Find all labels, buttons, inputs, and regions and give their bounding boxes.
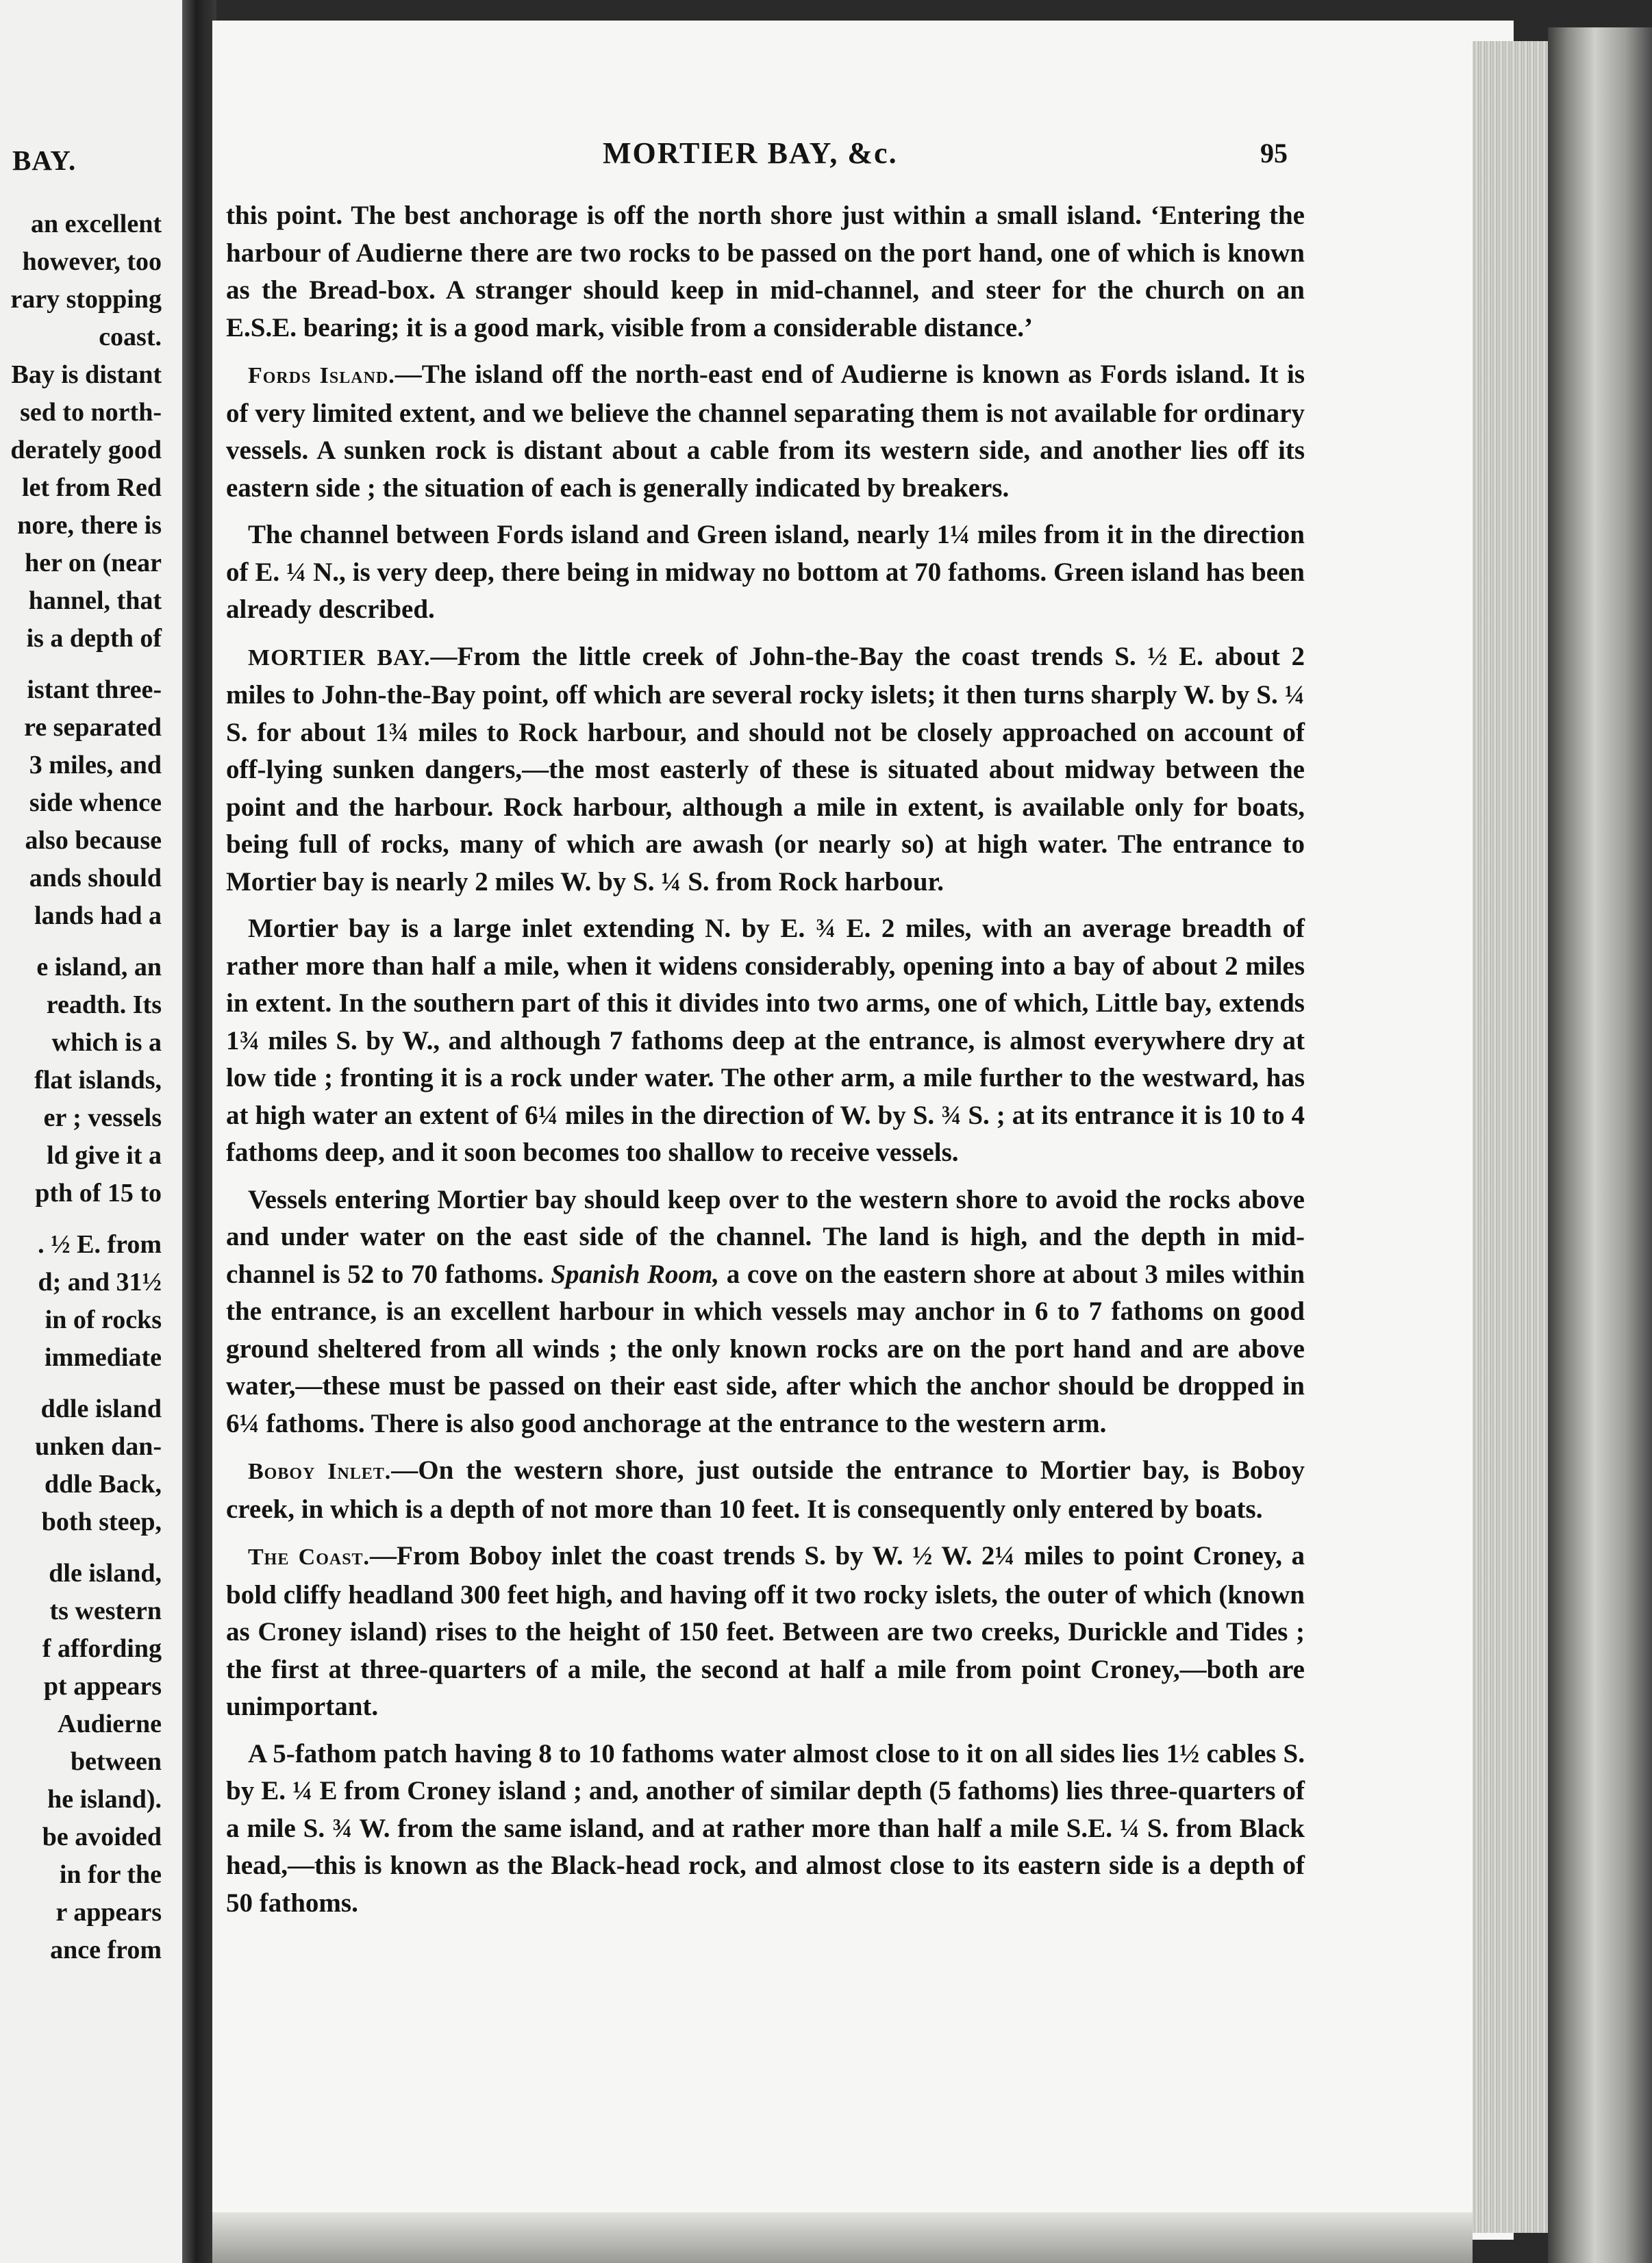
- paragraph: [226, 1452, 1305, 1528]
- left-page-line: dle island,: [49, 1559, 162, 1588]
- left-page-line: [10, 1212, 162, 1226]
- left-page-running-head: BAY.: [12, 145, 77, 176]
- left-page-line: Bay is distant: [11, 360, 162, 389]
- left-page-line: [10, 935, 162, 949]
- left-page-line: [10, 1541, 162, 1555]
- paragraph-text: A 5-fathom patch having 8 to 10 fathoms water almost close to it on all sides lies 1½ cables S. by E. ¼ E from Croney island ; and, another of similar depth (5 fathoms) lies three-quarters of a mile S. ¾ W. from the same island, and at rather more than half a mile S.E. ¼ S. from Black head,—this is known as the Black-head rock, and almost close to its eastern side is a depth of 50 fathoms.: [226, 1738, 1305, 1918]
- left-page-line: which is a: [51, 1028, 162, 1057]
- left-page-line: e island, an: [36, 953, 162, 982]
- running-head: [212, 136, 1514, 177]
- page-edges: [1473, 41, 1548, 2233]
- paragraph: [226, 1538, 1305, 1726]
- paragraph-text: Vessels entering Mortier bay should keep over to the western shore to avoid the rocks above and under water on the east side of the channel. The land is high, and the depth in mid-channel is 52 to 70 fathoms.: [226, 1184, 1305, 1289]
- paragraph-text: —On the western shore, just outside the entrance to Mortier bay, is Boboy creek, in which is a depth of not more than 10 feet. It is consequently only entered by boats.: [226, 1455, 1305, 1524]
- section-heading: Fords Island.: [248, 363, 395, 388]
- left-page-line: both steep,: [41, 1508, 162, 1536]
- left-page-line: side whence: [29, 788, 162, 817]
- section-heading: MORTIER BAY.: [248, 645, 431, 671]
- left-page-line: in for the: [59, 1860, 162, 1889]
- left-page-line: lands had a: [34, 901, 162, 930]
- paragraph-text: —From Boboy inlet the coast trends S. by W. ½ W. 2¼ miles to point Croney, a bold cliffy headland 300 feet high, and having off it two rocky islets, the outer of which (known as Croney island) rises to the height of 150 feet. Between are two creeks, Durickle and Tides ; the first at three-quarters of a mile, the second at half a mile from point Croney,—both are unimportant.: [226, 1541, 1305, 1721]
- left-page-line: immediate: [45, 1343, 162, 1372]
- paragraph: [226, 197, 1305, 347]
- left-page-line: let from Red: [21, 473, 162, 502]
- left-page-line: hannel, that: [28, 586, 162, 615]
- left-page-line: also because: [25, 826, 162, 855]
- left-page-text-fragments: [10, 205, 162, 1969]
- left-facing-page: [0, 0, 182, 2263]
- place-name-italic: Spanish Room,: [551, 1259, 720, 1289]
- book-cover-edge: [1548, 27, 1652, 2263]
- left-page-line: pth of 15 to: [35, 1179, 162, 1208]
- paragraph-text: —The island off the north-east end of Audierne is known as Fords island. It is of very limited extent, and we believe the channel separating them is not available for ordinary vessels. A sunken rock is distant about a cable from its western side, and another lies off its eastern side ; the situation of each is generally indicated by breakers.: [226, 360, 1305, 503]
- left-page-line: in of rocks: [45, 1305, 162, 1334]
- left-page-line: ddle island: [40, 1395, 162, 1423]
- left-page-line: ance from: [50, 1936, 162, 1964]
- left-page-line: coast.: [99, 323, 162, 351]
- left-page-line: between: [71, 1747, 162, 1776]
- left-page-line: . ½ E. from: [38, 1230, 162, 1259]
- paragraph-text: Mortier bay is a large inlet extending N. by E. ¾ E. 2 miles, with an average breadth of rather more than half a mile, when it widens considerably, opening into a bay of about 2 miles in extent. In the southern part of this it divides into two arms, one of which, Little bay, extends 1¾ miles S. by W., and although 7 fathoms deep at the entrance, is almost everywhere dry at low tide ; fronting it is a rock under water. The other arm, a mile further to the westward, has at high water an extent of 6¼ miles in the direction of W. by S. ¾ S. ; at its entrance it is 10 to 4 fathoms deep, and it soon becomes too shallow to receive vessels.: [226, 914, 1305, 1167]
- left-page-line: readth. Its: [46, 990, 162, 1019]
- left-page-line: Audierne: [58, 1710, 162, 1738]
- paragraph-text: a cove on the eastern shore at about 3 miles within the entrance, is an excellent harbour in which vessels may anchor in 6 to 7 fathoms on good ground sheltered from all winds ; the only known rocks are on the port hand and are above water,—these must be passed on their east side, after which the anchor should be dropped in 6¼ fathoms. There is also good anchorage at the entrance to the western arm.: [226, 1259, 1305, 1438]
- left-page-line: her on (near: [25, 549, 162, 577]
- page-title: MORTIER BAY, &c.: [603, 136, 898, 170]
- left-page-line: nore, there is: [17, 511, 162, 540]
- left-page-line: ts western: [49, 1597, 162, 1625]
- paragraph: [226, 1181, 1305, 1443]
- left-page-line: d; and 31½: [38, 1268, 162, 1297]
- paragraph: [226, 1736, 1305, 1923]
- main-page: [212, 21, 1514, 2240]
- left-page-line: [10, 1377, 162, 1390]
- left-page-line: 3 miles, and: [29, 751, 162, 779]
- section-heading: Boboy Inlet.: [248, 1459, 392, 1484]
- paragraph: [226, 910, 1305, 1172]
- left-page-line: be avoided: [42, 1823, 162, 1851]
- paragraph-text: this point. The best anchorage is off the north shore just within a small island. ‘Entering the harbour of Audierne there are two rocks to be passed on the port hand, one of which is known as the Bread-box. A stranger should keep in mid-channel, and steer for the church on an E.S.E. bearing; it is a good mark, visible from a considerable distance.’: [226, 201, 1305, 342]
- section-heading: The Coast.: [248, 1545, 371, 1570]
- left-page-line: [10, 658, 162, 671]
- left-page-line: he island).: [47, 1785, 162, 1814]
- left-page-line: f affording: [42, 1634, 162, 1663]
- paragraph: [226, 638, 1305, 901]
- left-page-line: ddle Back,: [44, 1470, 162, 1499]
- paragraph: [226, 516, 1305, 629]
- left-page-line: rary stopping: [10, 285, 162, 314]
- left-page-line: re separated: [24, 713, 162, 742]
- body-text: [226, 197, 1305, 1931]
- left-page-line: ld give it a: [47, 1141, 162, 1170]
- left-page-line: sed to north-: [20, 398, 162, 427]
- left-page-line: is a depth of: [26, 624, 162, 653]
- left-page-line: er ; vessels: [43, 1103, 162, 1132]
- left-page-line: however, too: [22, 247, 162, 276]
- left-page-line: unken dan-: [35, 1432, 162, 1461]
- paragraph: [226, 356, 1305, 507]
- left-page-line: ands should: [29, 864, 162, 892]
- book-gutter: [182, 0, 216, 2263]
- left-page-line: flat islands,: [34, 1066, 162, 1095]
- paragraph-text: —From the little creek of John-the-Bay the coast trends S. ½ E. about 2 miles to John-the-Bay point, off which are several rocky islets; it then turns sharply W. by S. ¼ S. for about 1¾ miles to Rock harbour, and should not be closely approached on account of off-lying sunken dangers,—the most easterly of these is situated about midway between the point and the harbour. Rock harbour, although a mile in extent, is available only for boats, being full of rocks, many of which are awash (or nearly so) at high water. The entrance to Mortier bay is nearly 2 miles W. by S. ¼ S. from Rock harbour.: [226, 641, 1305, 897]
- paragraph-text: The channel between Fords island and Green island, nearly 1¼ miles from it in the direction of E. ¼ N., is very deep, there being in midway no bottom at 70 fathoms. Green island has been already described.: [226, 520, 1305, 624]
- left-page-line: r appears: [55, 1898, 162, 1927]
- page-bottom-shadow: [212, 2212, 1473, 2263]
- left-page-line: istant three-: [27, 675, 162, 704]
- left-page-line: pt appears: [43, 1672, 162, 1701]
- left-page-line: derately good: [10, 436, 162, 464]
- left-page-line: an excellent: [30, 210, 162, 238]
- page-number: 95: [1260, 138, 1288, 168]
